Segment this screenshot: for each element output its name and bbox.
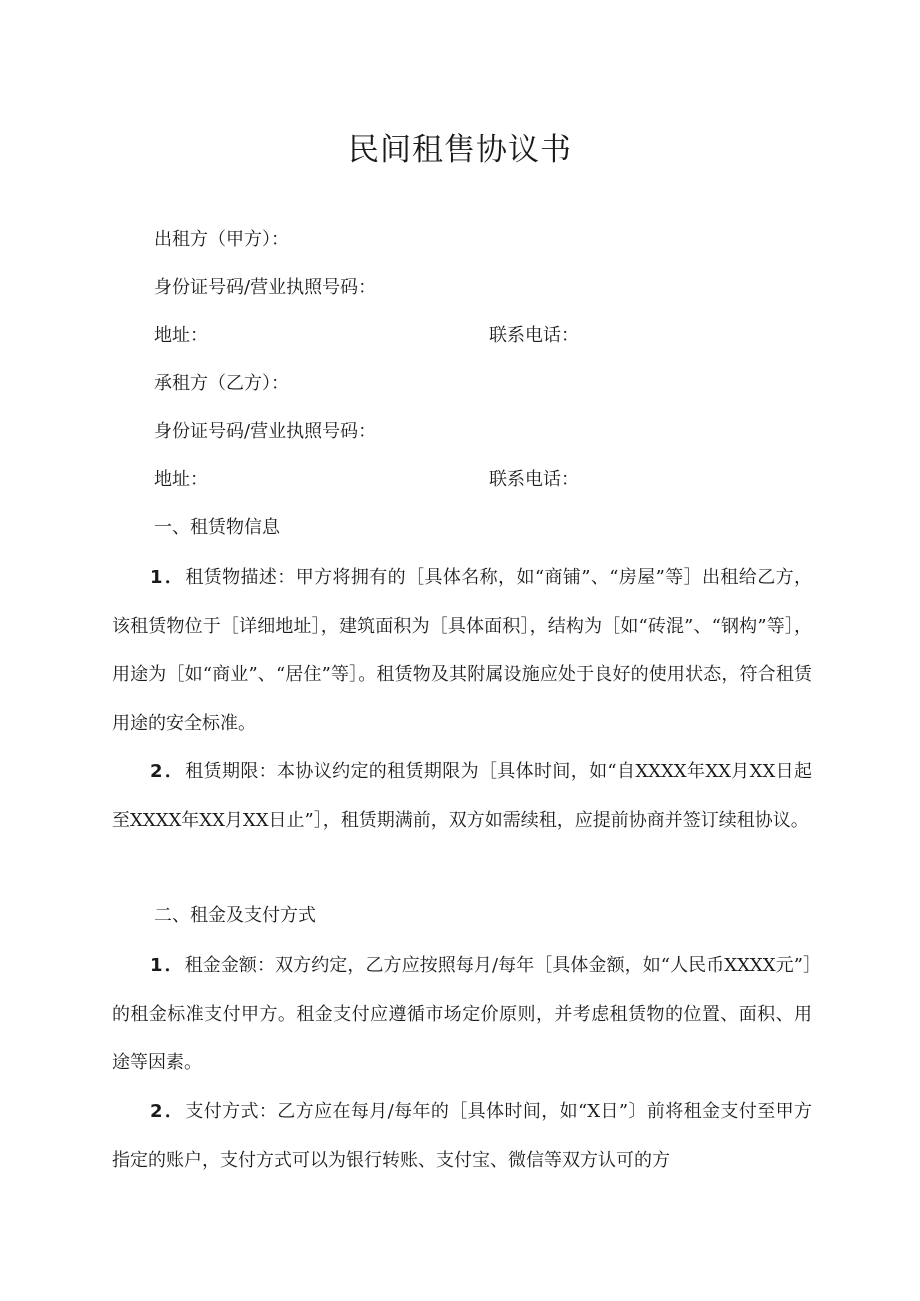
clause-text: 支付方式：乙方应在每月/每年的［具体时间，如“X日”〕前将租金支付至甲方指定的账户，支付方式可以为银行转账、支付宝、微信等双方认可的方 [112,1101,812,1171]
lessee-id-label: 身份证号码/营业执照号码： [154,421,377,442]
clause-text: 租赁期限：本协议约定的租赁期限为［具体时间，如“自XXXX年XX月XX日起至XXXX年XX月XX日止”］，租赁期满前，双方如需续租，应提前协商并签订续租协议。 [112,761,813,831]
clause-2-1 [112,942,812,1088]
clause-number: 2． [150,1101,186,1122]
clause-number: 1． [150,955,185,976]
clause-text: 租金金额：双方约定，乙方应按照每月/每年［具体金额，如“人民币XXXX元”］的租金标准支付甲方。租金支付应遵循市场定价原则，并考虑租赁物的位置、面积、用途等因素。 [112,955,812,1073]
document-title: 民间租售协议书 [348,132,572,168]
lessee-phone-label: 联系电话： [489,469,579,490]
lessor-id-label: 身份证号码/营业执照号码： [154,277,377,298]
clause-2-2 [112,1088,812,1185]
clause-1-1 [112,554,812,748]
clause-1-2 [112,748,812,845]
clause-text: 租赁物描述：甲方将拥有的［具体名称，如“商铺”、“房屋”等］出租给乙方，该租赁物位于［详细地址］，建筑面积为［具体面积］，结构为［如“砖混”、“钢构”等］，用途为［如“商业”、“居住”等］。租赁物及其附属设施应处于良好的使用状态，符合租赁用途的安全标准。 [112,567,812,734]
lessor-phone-label: 联系电话： [489,325,579,346]
section-heading-rent-payment: 二、租金及支付方式 [154,905,316,926]
section-heading-rental-property: 一、租赁物信息 [154,517,280,538]
clause-number: 1． [150,567,186,588]
lessee-address-label: 地址： [154,469,208,490]
lessee-label: 承租方（乙方）： [154,373,289,394]
lessor-label: 出租方（甲方）： [154,229,289,250]
lessor-address-label: 地址： [154,325,208,346]
clause-number: 2． [150,761,186,782]
